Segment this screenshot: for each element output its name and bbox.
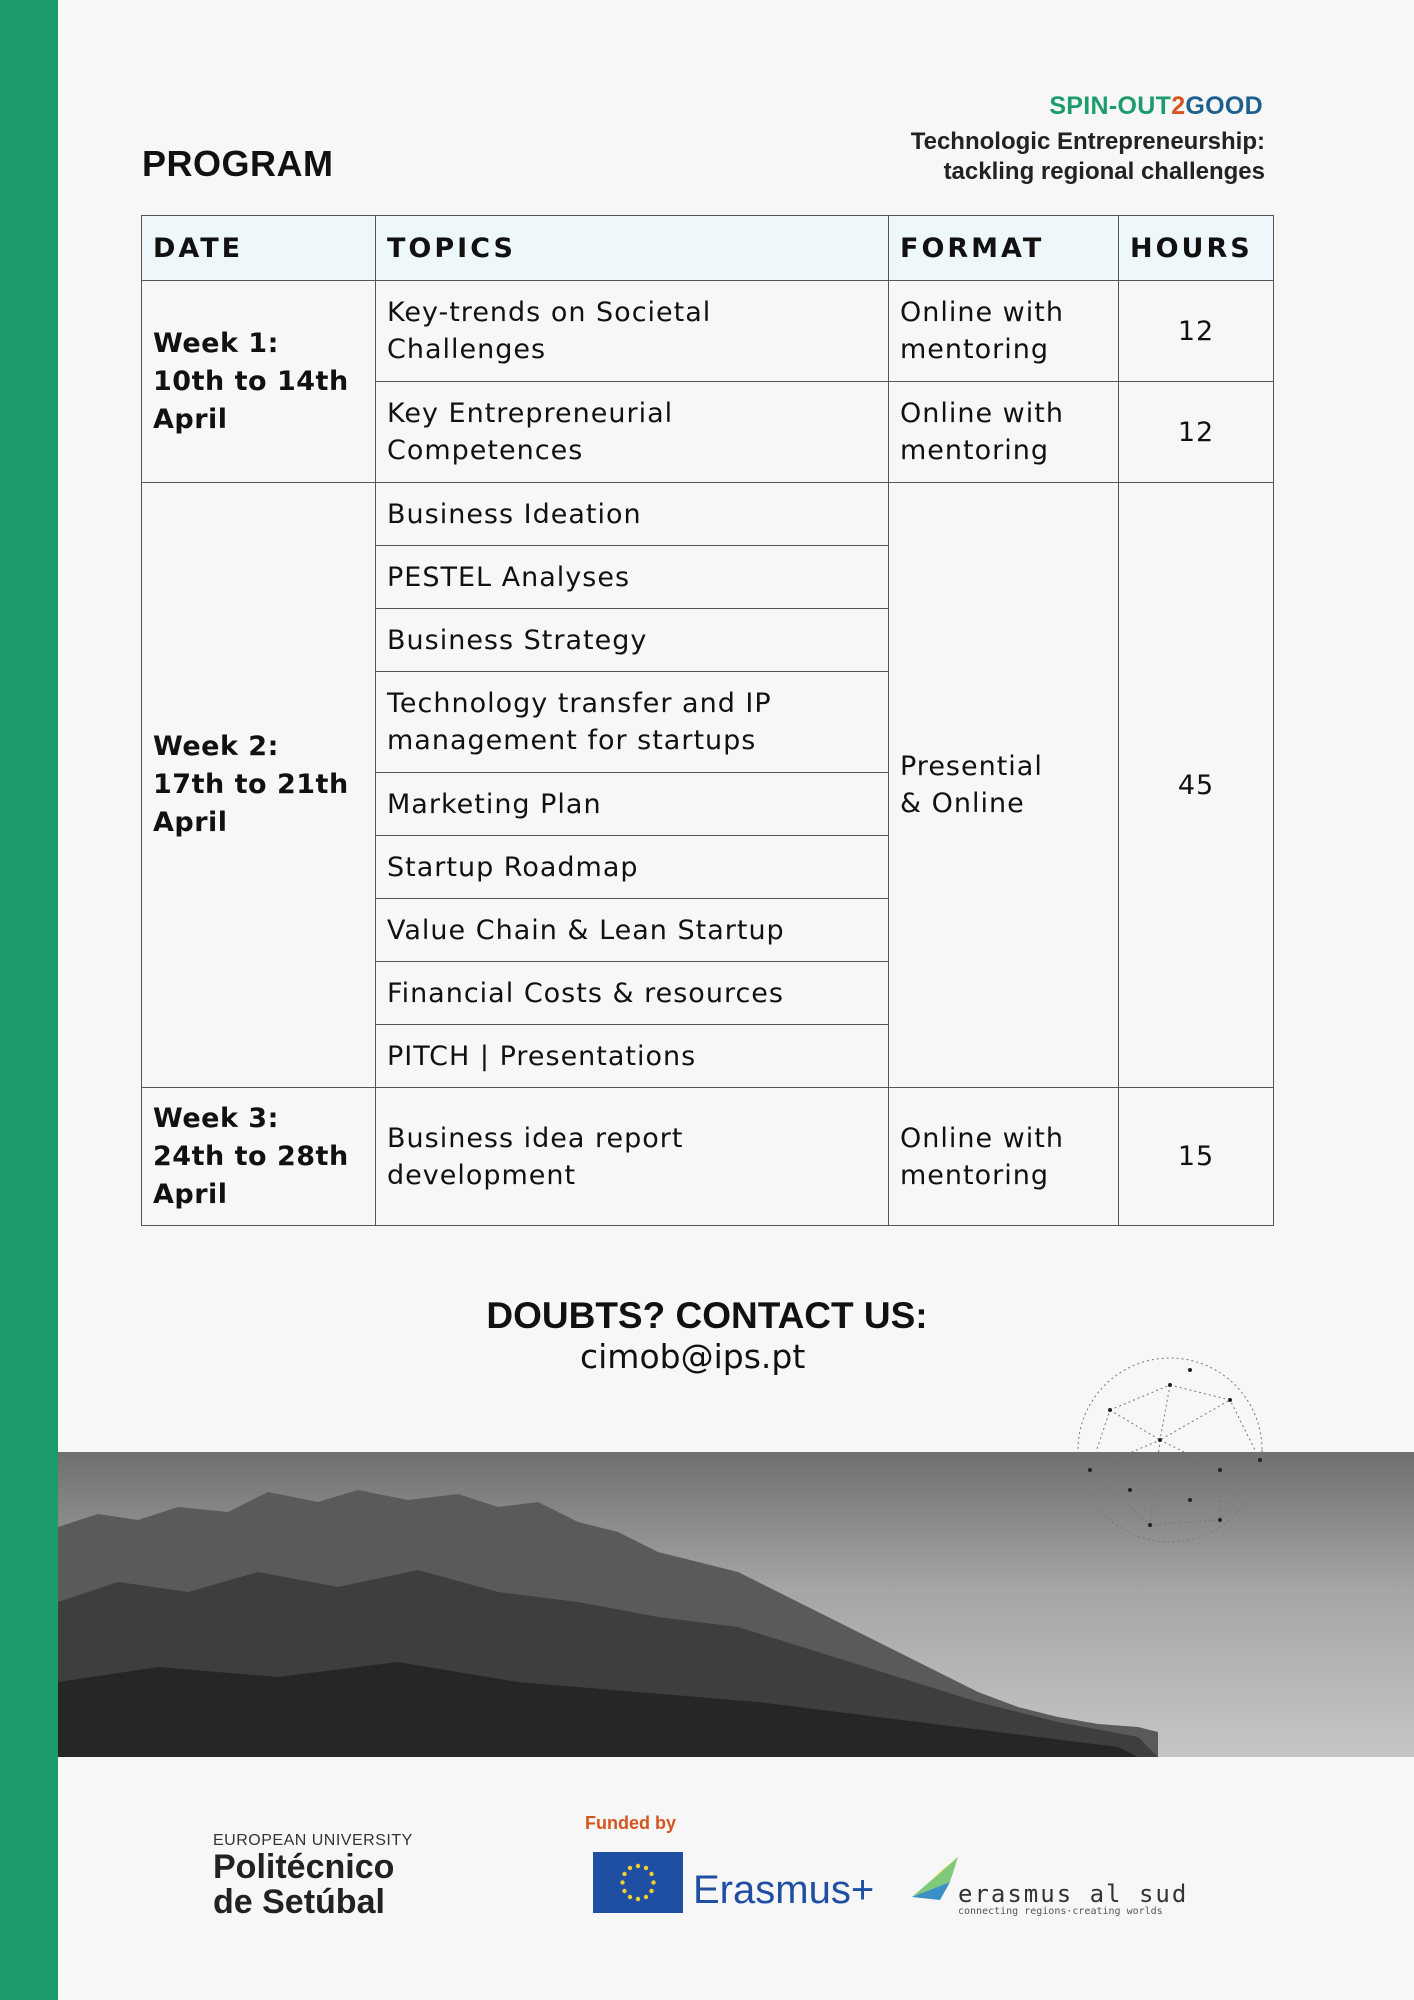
hours-cell: 45 [1119,483,1274,1088]
eu-flag-icon [593,1852,683,1913]
brand-part-2: 2 [1171,92,1186,120]
eu-stars-icon [593,1852,683,1913]
topic-cell [376,382,889,483]
table-row [142,1088,1274,1226]
topic-cell: Startup Roadmap [376,836,889,899]
week-2-date [142,483,376,1088]
date-line: April [153,1178,228,1210]
format-line: mentoring [900,435,1049,466]
subtitle-line-1: Technologic Entrepreneurship: [910,128,1265,155]
topic-line: Key Entrepreneurial [387,398,674,429]
topic-line: Business idea report [387,1122,684,1154]
format-line: Online with [900,398,1064,429]
date-line: 10th to 14th [153,365,349,397]
contact-heading: DOUBTS? CONTACT US: [486,1295,928,1336]
brand-part-spin-out: SPIN-OUT [1049,92,1172,120]
page-title: PROGRAM [142,143,334,184]
erasmus-plus-logo: Erasmus+ [693,1868,875,1912]
funded-by-label: Funded by [585,1813,676,1833]
network-globe-graphic [1070,1350,1280,1550]
topic-cell [376,281,889,382]
subtitle-line-2: tackling regional challenges [943,158,1265,185]
table-row [142,281,1274,382]
program-subtitle [745,127,1265,187]
format-line: Online with [900,297,1064,328]
date-line: Week 3: [153,1102,279,1134]
date-line: 24th to 28th [153,1140,349,1172]
brand-logo-text [1049,92,1263,121]
format-line: & Online [900,788,1025,819]
date-line: Week 1: [153,327,279,359]
date-line: April [153,403,228,435]
erasmus-al-sud-tagline: connecting regions·creating worlds [958,1906,1163,1917]
format-line: Online with [900,1122,1064,1154]
brand-part-good: GOOD [1185,92,1263,120]
header-format: FORMAT [889,216,1119,281]
format-cell [889,483,1119,1088]
header-topics: TOPICS [376,216,889,281]
university-tagline: EUROPEAN UNIVERSITY [213,1832,413,1849]
topic-cell [376,1088,889,1226]
topic-cell: Financial Costs & resources [376,962,889,1025]
topic-cell: Marketing Plan [376,773,889,836]
table-row [142,483,1274,546]
format-cell [889,281,1119,382]
university-logo [213,1832,413,1920]
hours-cell: 15 [1119,1088,1274,1226]
topic-line: development [387,1159,577,1191]
topic-cell: PESTEL Analyses [376,546,889,609]
date-line: Week 2: [153,731,279,762]
week-1-date [142,281,376,483]
header-hours: HOURS [1119,216,1274,281]
table-header-row [142,216,1274,281]
topic-cell: Value Chain & Lean Startup [376,899,889,962]
date-line: 17th to 21th [153,769,349,800]
topic-cell: Business Ideation [376,483,889,546]
week-3-date [142,1088,376,1226]
format-cell [889,382,1119,483]
format-line: mentoring [900,1159,1049,1191]
topic-cell: PITCH | Presentations [376,1025,889,1088]
date-line: April [153,807,228,838]
topic-cell [376,672,889,773]
erasmus-al-sud-logo: erasmus al sud [958,1880,1189,1908]
hours-cell: 12 [1119,382,1274,483]
left-green-stripe [0,0,58,2000]
hours-cell: 12 [1119,281,1274,382]
program-table [141,215,1274,1226]
format-cell [889,1088,1119,1226]
topic-line: Challenges [387,334,547,365]
topic-line: Technology transfer and IP [387,688,772,719]
university-name-line-2: de Setúbal [213,1883,385,1921]
format-line: mentoring [900,334,1049,365]
topic-line: Competences [387,435,584,466]
contact-email-link[interactable]: cimob@ips.pt [580,1337,806,1376]
topic-line: management for startups [387,725,757,756]
university-name-line-1: Politécnico [213,1848,395,1886]
topic-cell: Business Strategy [376,609,889,672]
erasmus-al-sud-bird-icon [910,1852,960,1902]
format-line: Presential [900,751,1043,782]
header-date: DATE [142,216,376,281]
topic-line: Key-trends on Societal [387,297,712,328]
